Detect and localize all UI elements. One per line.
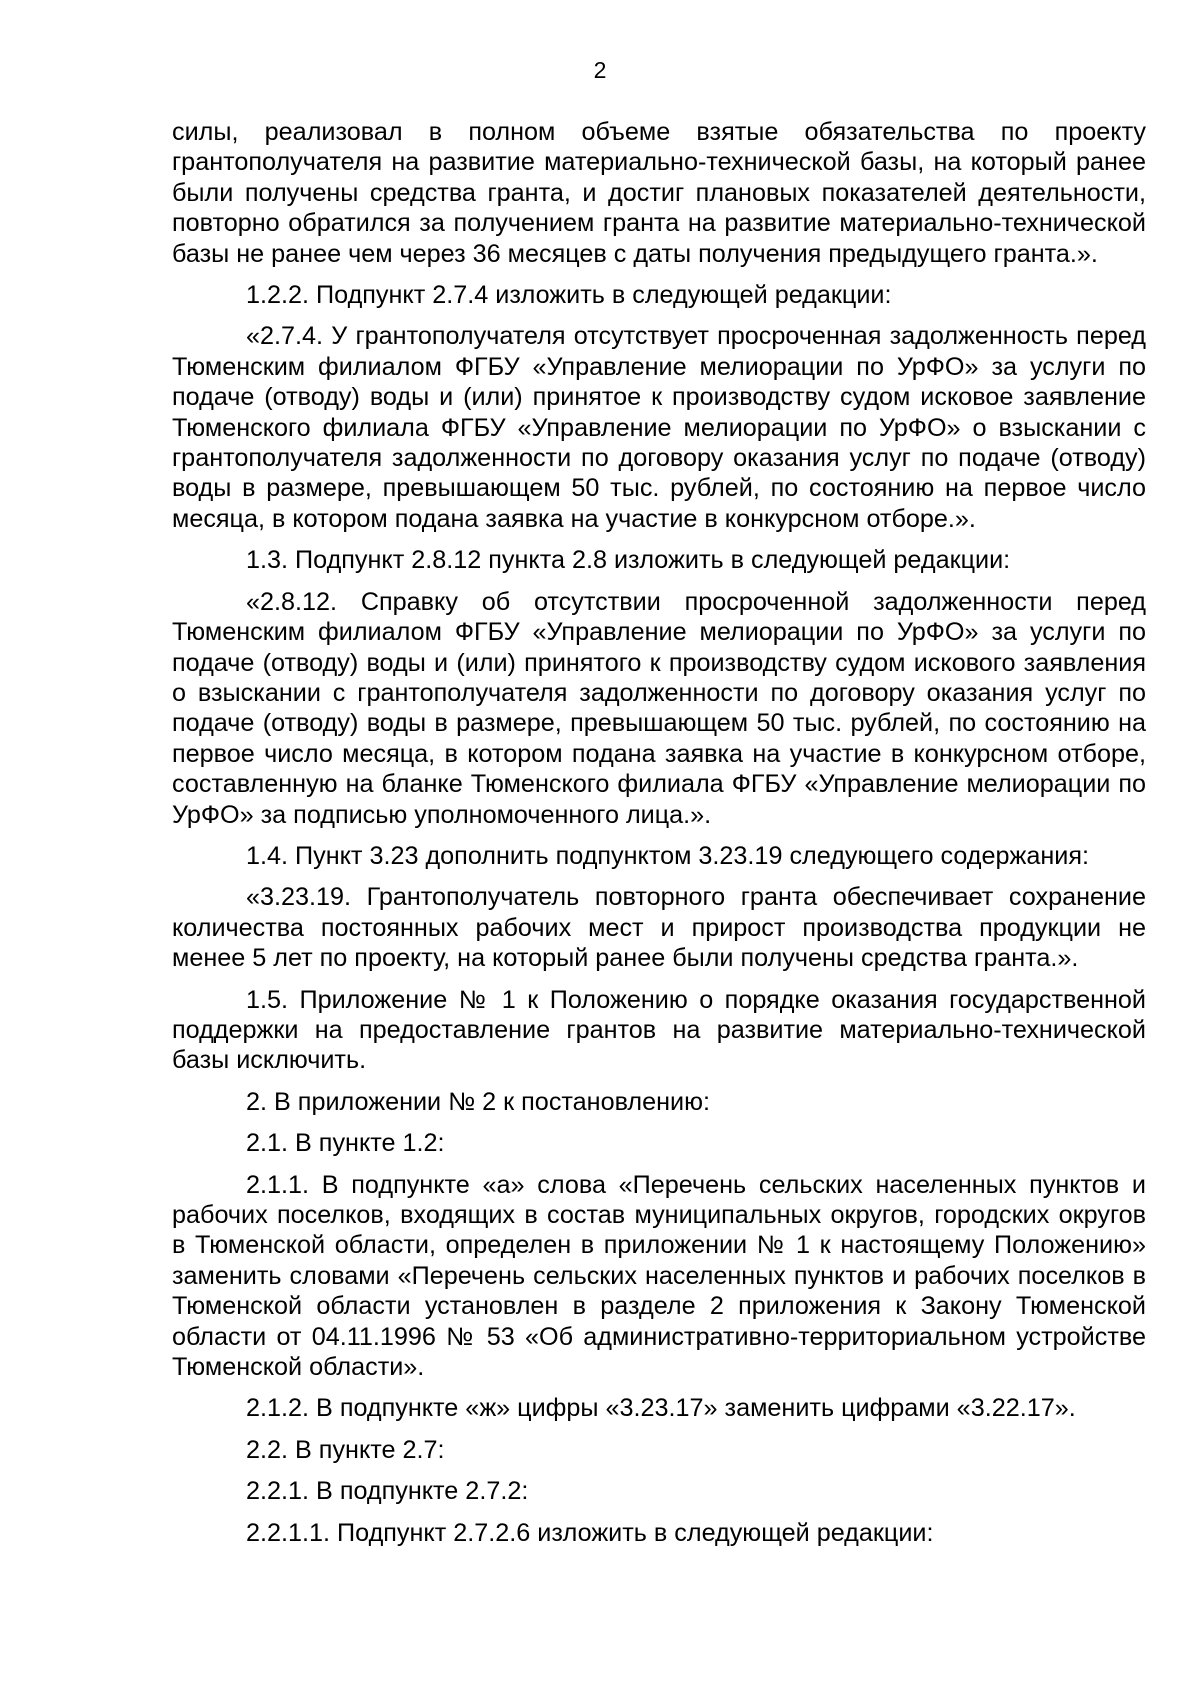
paragraph-continuation: силы, реализовал в полном объеме взятые обязательства по проекту грантополучателя на развитие материально-технической базы, на который ранее были получены средства гранта, и достиг плановых показателей деятельности, повторно обратился за получением гранта на развитие материально-технической базы не ранее чем через 36 месяцев с даты получения предыдущего гранта.». (172, 118, 1146, 268)
paragraph-1-3: 1.3. Подпункт 2.8.12 пункта 2.8 изложить в следующей редакции: (246, 546, 1011, 575)
document-body (172, 117, 1146, 1548)
page-number: 2 (593, 57, 607, 83)
paragraph-2: 2. В приложении № 2 к постановлению: (246, 1087, 710, 1116)
paragraph-1-2-2: 1.2.2. Подпункт 2.7.4 изложить в следующей редакции: (246, 281, 892, 310)
paragraph-2-7-4-quote: «2.7.4. У грантополучателя отсутствует просроченная задолженность перед Тюменским филиалом ФГБУ «Управление мелиорации по УрФО» за услуги по подаче (отводу) воды и (или) принятое к производству судом исковое заявление Тюменского филиала ФГБУ «Управление мелиорации по УрФО» о взыскании с грантополучателя задолженности по договору оказания услуг по подаче (отводу) воды в размере, превышающем 50 тыс. рублей, по состоянию на первое число месяца, в котором подана заявка на участие в конкурсном отборе.». (172, 322, 1146, 533)
paragraph-1-4: 1.4. Пункт 3.23 дополнить подпунктом 3.23.19 следующего содержания: (246, 841, 1089, 870)
paragraph-3-23-19-quote: «3.23.19. Грантополучатель повторного гранта обеспечивает сохранение количества постоянных рабочих мест и прирост производства продукции не менее 5 лет по проекту, на который ранее были получены средства гранта.». (172, 883, 1146, 973)
paragraph-1-5: 1.5. Приложение № 1 к Положению о порядке оказания государственной поддержки на предоставление грантов на развитие материально-технической базы исключить. (172, 985, 1146, 1075)
paragraph-2-1: 2.1. В пункте 1.2: (246, 1129, 445, 1158)
paragraph-2-1-1: 2.1.1. В подпункте «а» слова «Перечень сельских населенных пунктов и рабочих поселков, входящих в состав муниципальных округов, городских округов в Тюменской области, определен в приложении № 1 к настоящему Положению» заменить словами «Перечень сельских населенных пунктов и рабочих поселков в Тюменской области установлен в разделе 2 приложения к Закону Тюменской области от 04.11.1996 № 53 «Об административно-территориальном устройстве Тюменской области». (172, 1170, 1146, 1382)
paragraph-2-8-12-quote: «2.8.12. Справку об отсутствии просроченной задолженности перед Тюменским филиалом ФГБУ «Управление мелиорации по УрФО» за услуги по подаче (отводу) воды и (или) принятого к производству судом искового заявления о взыскании с грантополучателя задолженности по договору оказания услуг по подаче (отводу) воды в размере, превышающем 50 тыс. рублей, по состоянию на первое число месяца, в котором подана заявка на участие в конкурсном отборе, составленную на бланке Тюменского филиала ФГБУ «Управление мелиорации по УрФО» за подписью уполномоченного лица.». (172, 587, 1146, 829)
paragraph-2-2: 2.2. В пункте 2.7: (246, 1435, 445, 1464)
paragraph-2-1-2: 2.1.2. В подпункте «ж» цифры «3.23.17» заменить цифрами «3.22.17». (246, 1394, 1076, 1423)
paragraph-2-2-1-1: 2.2.1.1. Подпункт 2.7.2.6 изложить в следующей редакции: (246, 1518, 934, 1547)
paragraph-2-2-1: 2.2.1. В подпункте 2.7.2: (246, 1477, 529, 1506)
